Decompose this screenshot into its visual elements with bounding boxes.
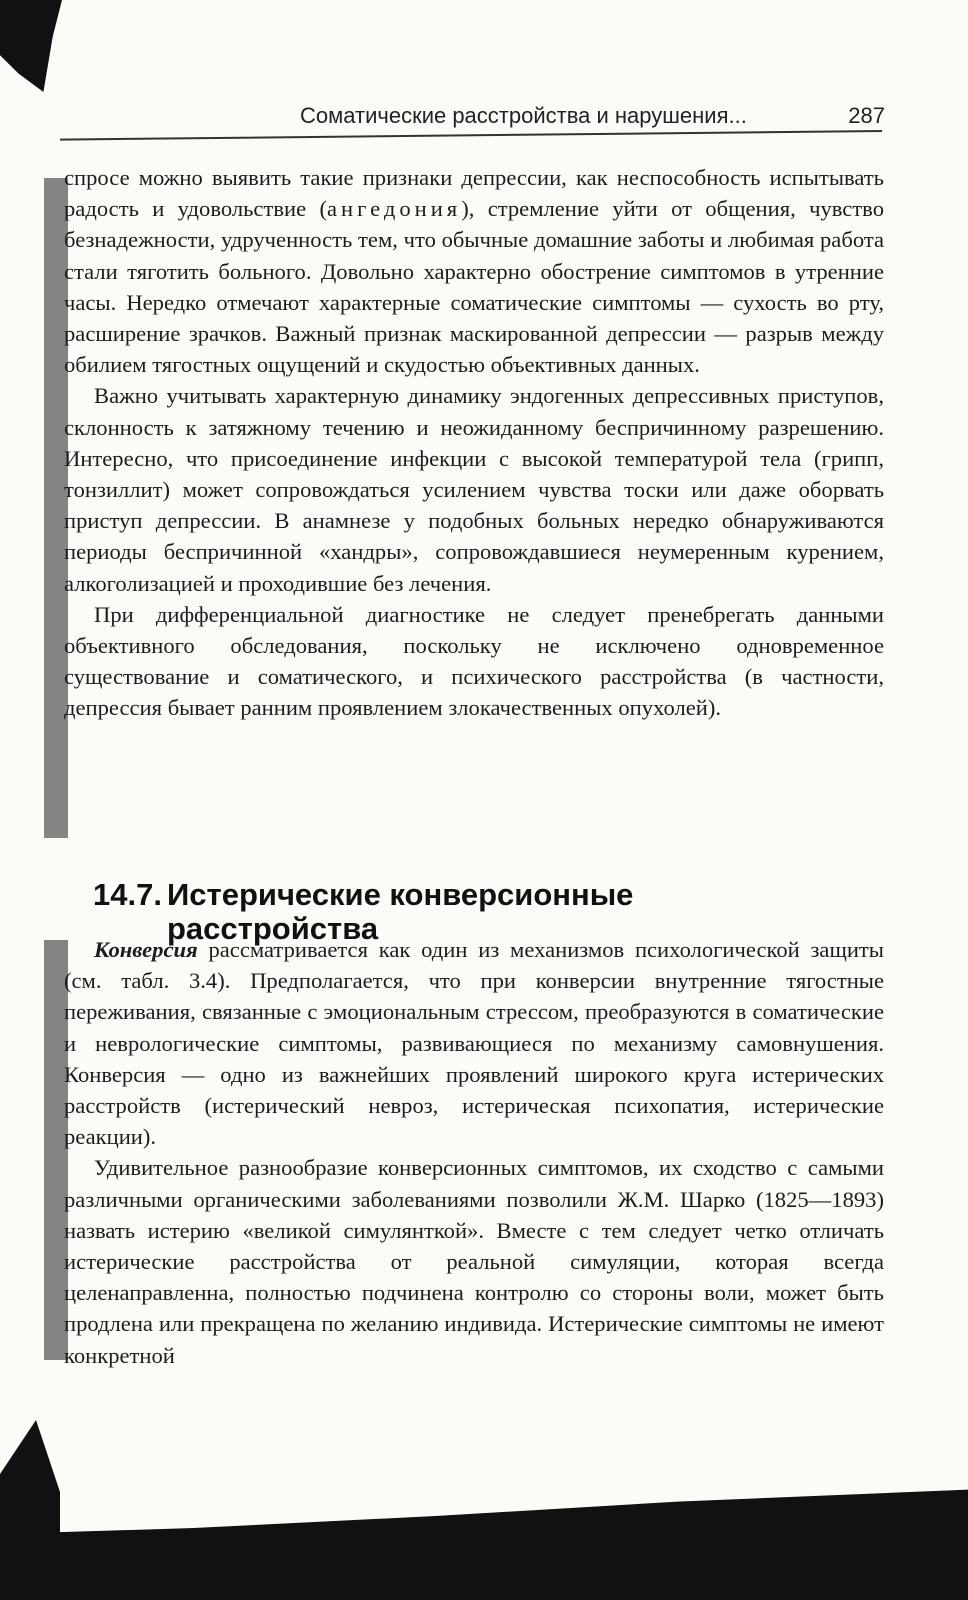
paragraph: При дифференциальной диагностике не следует пренебрегать данными объективного обследования, поскольку не исключено одновременное существование и соматического, и психического расстройства (в частности, депрессия бывает ранним проявлением злокачественных опухолей). — [64, 601, 884, 721]
header-rule — [60, 130, 882, 141]
scan-artifact-bottom-band — [0, 1480, 968, 1600]
spaced-term: ангедония — [327, 196, 462, 222]
paragraph-text: ), стремление уйти от общения, чувство безнадежности, удрученность тем, что обычные домашние заботы и любимая работа стали тяготить больного. Довольно характерно обострение симптомов в утренние часы. Нередко отмечают характерные соматические симптомы — сухость во рту, расширение зрачков. Важный признак маскированной депрессии — разрыв между обилием тягостных ощущений и скудостью объективных данных. — [64, 196, 884, 378]
page-number: 287 — [848, 103, 885, 128]
paragraph — [64, 162, 884, 380]
scan-artifact-top-left — [0, 0, 62, 92]
paragraph: Важно учитывать характерную динамику эндогенных депрессивных приступов, склонность к затяжному течению и неожиданному беспричинному разрешению. Интересно, что присоединение инфекции с высокой температурой тела (грипп, тонзиллит) может сопровождаться усилением чувства тоски или даже оборвать приступ депрессии. В анамнезе у подобных больных нередко обнаруживаются периоды беспричинной «хандры», сопровождавшиеся неумеренным курением, алкоголизацией и проходившие без лечения. — [64, 383, 884, 596]
body-text-top — [64, 162, 884, 724]
section-title-line1: Истерические конверсионные — [167, 877, 634, 912]
paragraph — [64, 934, 884, 1152]
running-head-title: Соматические расстройства и нарушения... — [300, 103, 747, 128]
section-title-line2: расстройства — [167, 911, 379, 946]
body-text-bottom — [64, 934, 884, 1371]
paragraph-text: рассматривается как один из механизмов психологической защиты (см. табл. 3.4). Предполагается, что при конверсии внутренние тягостные переживания, связанные с эмоциональным стрессом, преобразуются в соматические и неврологические симптомы, развивающиеся по механизму самовнушения. Конверсия — одно из важнейших проявлений широкого круга истерических расстройств (истерический невроз, истерическая психопатия, истерические реакции). — [64, 937, 884, 1150]
term: Конверсия — [94, 937, 198, 962]
paragraph: Удивительное разнообразие конверсионных симптомов, их сходство с самыми различными органическими заболеваниями позволили Ж.М. Шарко (1825—1893) назвать истерию «великой симулянткой». Вместе с тем следует четко отличать истерические расстройства от реальной симуляции, которая всегда целенаправленна, полностью подчинена контролю со стороны воли, может быть продлена или прекращена по желанию индивида. Истерические симптомы не имеют конкретной — [64, 1155, 884, 1368]
section-number: 14.7. — [93, 877, 162, 912]
paragraph-text: спросе можно выявить такие признаки депрессии, как неспособность испытывать радость и удовольствие ( — [64, 165, 884, 222]
